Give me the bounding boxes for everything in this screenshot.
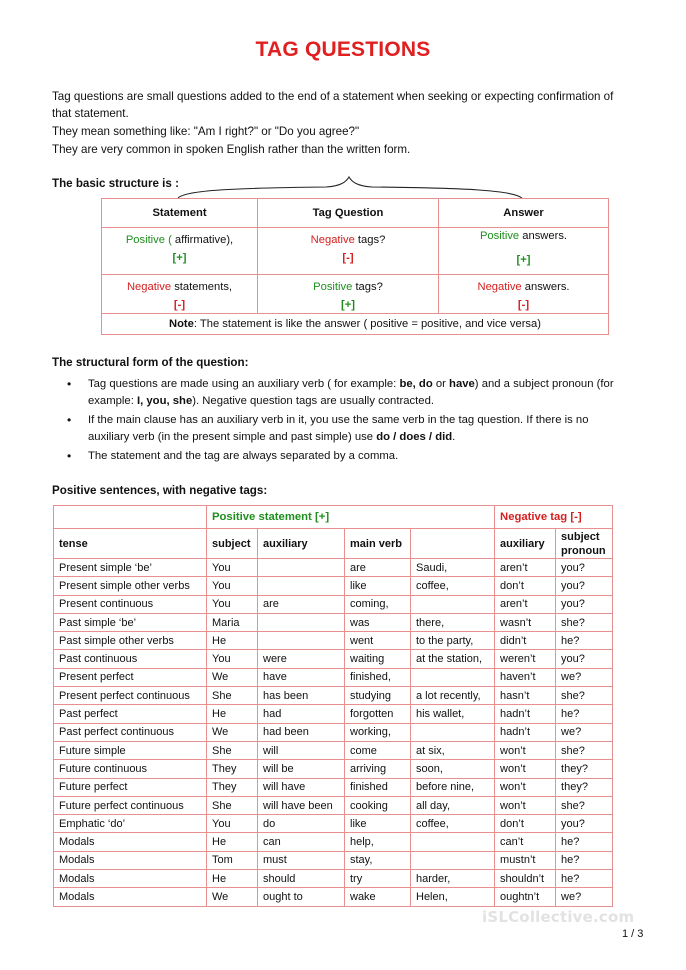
positive-word: Positive bbox=[479, 230, 520, 242]
auxiliary-cell: are bbox=[258, 595, 345, 613]
table-row bbox=[102, 275, 609, 314]
tag-pronoun-cell: she? bbox=[556, 741, 613, 759]
complement-cell: before nine, bbox=[411, 778, 495, 796]
subject-cell: He bbox=[207, 833, 258, 851]
sign-label: [+] bbox=[516, 254, 531, 266]
bold-text: be, do bbox=[399, 378, 433, 390]
tag-auxiliary-cell: won’t bbox=[495, 778, 556, 796]
complement-cell: harder, bbox=[411, 870, 495, 888]
intro-line: They are very common in spoken English rather than the written form. bbox=[52, 143, 411, 156]
tag-auxiliary-cell: aren’t bbox=[495, 559, 556, 577]
table-row bbox=[54, 741, 613, 759]
bullet-text: or bbox=[432, 378, 450, 390]
main-verb-cell: was bbox=[345, 613, 411, 631]
table-row bbox=[54, 559, 613, 577]
statement-text: statements, bbox=[171, 281, 233, 293]
table-row bbox=[102, 228, 609, 275]
tag-pronoun-cell: he? bbox=[556, 632, 613, 650]
tense-cell: Emphatic ‘do’ bbox=[54, 815, 207, 833]
positive-word: Positive bbox=[313, 281, 353, 293]
bold-text: do / does / did bbox=[376, 430, 453, 443]
auxiliary-cell: can bbox=[258, 833, 345, 851]
auxiliary-cell: will bbox=[258, 741, 345, 759]
subject-cell: She bbox=[207, 687, 258, 705]
complement-cell: at the station, bbox=[411, 650, 495, 668]
complement-cell: Helen, bbox=[411, 888, 495, 906]
tense-cell: Present continuous bbox=[54, 595, 207, 613]
subject-cell: They bbox=[207, 778, 258, 796]
tag-auxiliary-cell: didn’t bbox=[495, 632, 556, 650]
table-row bbox=[54, 613, 613, 631]
tag-pronoun-cell: they? bbox=[556, 778, 613, 796]
main-verb-cell: like bbox=[345, 815, 411, 833]
table-row bbox=[54, 723, 613, 741]
tag-auxiliary-cell: hadn’t bbox=[495, 705, 556, 723]
complement-cell bbox=[411, 668, 495, 686]
main-verb-cell: like bbox=[345, 577, 411, 595]
list-item bbox=[52, 412, 632, 445]
header-tag-question: Tag Question bbox=[258, 199, 439, 228]
answer-cell bbox=[439, 228, 609, 275]
tag-auxiliary-cell: oughtn’t bbox=[495, 888, 556, 906]
table-row bbox=[54, 778, 613, 796]
statement-cell bbox=[102, 228, 258, 275]
tag-auxiliary-cell: hadn’t bbox=[495, 723, 556, 741]
auxiliary-cell: will have been bbox=[258, 796, 345, 814]
tag-pronoun-cell: he? bbox=[556, 705, 613, 723]
tag-auxiliary-cell: won’t bbox=[495, 760, 556, 778]
tag-text: tags? bbox=[352, 281, 383, 293]
main-verb-cell: finished bbox=[345, 778, 411, 796]
tag-pronoun-cell: we? bbox=[556, 723, 613, 741]
subject-cell: She bbox=[207, 741, 258, 759]
complement-cell: there, bbox=[411, 613, 495, 631]
negative-word: Negative bbox=[126, 281, 172, 293]
list-item bbox=[52, 448, 632, 465]
answer-text: answers. bbox=[519, 230, 568, 242]
tag-pronoun-cell: you? bbox=[556, 650, 613, 668]
statement-text: affirmative), bbox=[171, 234, 234, 246]
statement-cell bbox=[102, 275, 258, 314]
subject-cell: We bbox=[207, 888, 258, 906]
auxiliary-cell: will be bbox=[258, 760, 345, 778]
subject-cell: Tom bbox=[207, 851, 258, 869]
tag-pronoun-cell: he? bbox=[556, 833, 613, 851]
tense-cell: Modals bbox=[54, 888, 207, 906]
column-header-row bbox=[54, 529, 613, 559]
col-tense: tense bbox=[54, 529, 207, 559]
answer-cell bbox=[439, 275, 609, 314]
bullet-text: ) and a subject pronoun (for example: bbox=[88, 378, 614, 407]
negative-word: Negative bbox=[477, 281, 522, 293]
tag-pronoun-cell: we? bbox=[556, 668, 613, 686]
complement-cell bbox=[411, 851, 495, 869]
sign-label: [-] bbox=[517, 299, 530, 311]
negative-word: Negative bbox=[310, 234, 355, 246]
tag-auxiliary-cell: shouldn’t bbox=[495, 870, 556, 888]
table-row bbox=[54, 851, 613, 869]
col-auxiliary: auxiliary bbox=[258, 529, 345, 559]
curly-brace-icon bbox=[176, 176, 524, 200]
complement-cell: coffee, bbox=[411, 815, 495, 833]
bullet-text: . bbox=[452, 430, 456, 443]
auxiliary-cell: have bbox=[258, 668, 345, 686]
main-verb-cell: arriving bbox=[345, 760, 411, 778]
empty-cell bbox=[54, 506, 207, 529]
subject-cell: Maria bbox=[207, 613, 258, 631]
auxiliary-cell: do bbox=[258, 815, 345, 833]
note-label: Note bbox=[169, 318, 194, 330]
tense-cell: Future perfect continuous bbox=[54, 796, 207, 814]
tag-pronoun-cell: you? bbox=[556, 559, 613, 577]
bullet-text: Tag questions are made using an auxiliary verb ( for example: bbox=[88, 378, 400, 390]
tag-auxiliary-cell: can’t bbox=[495, 833, 556, 851]
tag-text: tags? bbox=[354, 234, 386, 246]
main-verb-cell: studying bbox=[345, 687, 411, 705]
table-row bbox=[54, 705, 613, 723]
table-row bbox=[54, 796, 613, 814]
complement-cell: coffee, bbox=[411, 577, 495, 595]
tense-cell: Modals bbox=[54, 870, 207, 888]
table-row bbox=[54, 833, 613, 851]
col-complement bbox=[411, 529, 495, 559]
tag-pronoun-cell: they? bbox=[556, 760, 613, 778]
complement-cell: to the party, bbox=[411, 632, 495, 650]
auxiliary-cell bbox=[258, 559, 345, 577]
auxiliary-cell: had been bbox=[258, 723, 345, 741]
group-header-row bbox=[54, 506, 613, 529]
tag-pronoun-cell: you? bbox=[556, 815, 613, 833]
tag-pronoun-cell: he? bbox=[556, 870, 613, 888]
main-verb-cell: working, bbox=[345, 723, 411, 741]
sign-label: [+] bbox=[172, 252, 187, 264]
tag-cell bbox=[258, 228, 439, 275]
bullet-text: If the main clause has an auxiliary verb in it, you use the same verb in the tag question. If there is no auxiliary verb (in the present simple and past simple) use bbox=[88, 414, 589, 443]
auxiliary-cell: has been bbox=[258, 687, 345, 705]
sign-label: [-] bbox=[342, 252, 354, 264]
tag-cell bbox=[258, 275, 439, 314]
tag-pronoun-cell: you? bbox=[556, 577, 613, 595]
tense-cell: Present simple other verbs bbox=[54, 577, 207, 595]
tag-auxiliary-cell: haven’t bbox=[495, 668, 556, 686]
tense-cell: Present perfect continuous bbox=[54, 687, 207, 705]
subject-cell: We bbox=[207, 668, 258, 686]
tense-cell: Past simple other verbs bbox=[54, 632, 207, 650]
table-row bbox=[54, 577, 613, 595]
tag-pronoun-cell: she? bbox=[556, 613, 613, 631]
auxiliary-cell: were bbox=[258, 650, 345, 668]
tense-cell: Modals bbox=[54, 833, 207, 851]
main-verb-cell: try bbox=[345, 870, 411, 888]
complement-cell: soon, bbox=[411, 760, 495, 778]
table-row bbox=[54, 760, 613, 778]
subject-cell: You bbox=[207, 595, 258, 613]
subject-cell: He bbox=[207, 705, 258, 723]
auxiliary-cell bbox=[258, 632, 345, 650]
tag-pronoun-cell: we? bbox=[556, 888, 613, 906]
structural-form-list bbox=[52, 376, 632, 468]
sign-label: [-] bbox=[173, 299, 186, 311]
tag-pronoun-cell: you? bbox=[556, 595, 613, 613]
basic-structure-table bbox=[101, 198, 609, 335]
main-verb-cell: come bbox=[345, 741, 411, 759]
positive-sentences-table bbox=[53, 505, 613, 907]
col-tag-auxiliary: auxiliary bbox=[495, 529, 556, 559]
answer-text: answers. bbox=[521, 281, 570, 293]
tense-cell: Past continuous bbox=[54, 650, 207, 668]
intro-text bbox=[52, 88, 632, 158]
complement-cell: his wallet, bbox=[411, 705, 495, 723]
note-cell bbox=[102, 314, 609, 335]
main-verb-cell: waiting bbox=[345, 650, 411, 668]
table-row bbox=[54, 888, 613, 906]
negative-tag-header: Negative tag [-] bbox=[495, 506, 613, 529]
complement-cell: a lot recently, bbox=[411, 687, 495, 705]
intro-line: Tag questions are small questions added to the end of a statement when seeking or expecting confirmation of that statement. bbox=[52, 90, 614, 120]
tense-cell: Past simple ‘be’ bbox=[54, 613, 207, 631]
complement-cell bbox=[411, 595, 495, 613]
auxiliary-cell: should bbox=[258, 870, 345, 888]
subject-cell: You bbox=[207, 650, 258, 668]
auxiliary-cell bbox=[258, 613, 345, 631]
subject-cell: He bbox=[207, 632, 258, 650]
page-title: TAG QUESTIONS bbox=[255, 38, 431, 61]
main-verb-cell: went bbox=[345, 632, 411, 650]
table-row bbox=[54, 595, 613, 613]
auxiliary-cell: must bbox=[258, 851, 345, 869]
note-row bbox=[102, 314, 609, 335]
complement-cell: all day, bbox=[411, 796, 495, 814]
main-verb-cell: cooking bbox=[345, 796, 411, 814]
complement-cell bbox=[411, 723, 495, 741]
main-verb-cell: finished, bbox=[345, 668, 411, 686]
tense-cell: Future perfect bbox=[54, 778, 207, 796]
subject-cell: She bbox=[207, 796, 258, 814]
tag-auxiliary-cell: hasn’t bbox=[495, 687, 556, 705]
col-main-verb: main verb bbox=[345, 529, 411, 559]
tense-cell: Modals bbox=[54, 851, 207, 869]
subject-cell: You bbox=[207, 559, 258, 577]
tense-cell: Future continuous bbox=[54, 760, 207, 778]
bullet-text: The statement and the tag are always separated by a comma. bbox=[88, 450, 399, 462]
structural-form-heading: The structural form of the question: bbox=[52, 356, 249, 369]
table-row bbox=[54, 870, 613, 888]
tense-cell: Present simple ‘be’ bbox=[54, 559, 207, 577]
tag-pronoun-cell: he? bbox=[556, 851, 613, 869]
watermark: iSLCollective.com bbox=[482, 908, 635, 926]
subject-cell: You bbox=[207, 577, 258, 595]
tense-cell: Past perfect continuous bbox=[54, 723, 207, 741]
auxiliary-cell bbox=[258, 577, 345, 595]
subject-cell: He bbox=[207, 870, 258, 888]
bold-text: have bbox=[449, 378, 475, 390]
positive-word: Positive ( bbox=[125, 234, 172, 246]
tag-auxiliary-cell: don’t bbox=[495, 815, 556, 833]
header-answer: Answer bbox=[439, 199, 609, 228]
tag-pronoun-cell: she? bbox=[556, 687, 613, 705]
complement-cell bbox=[411, 833, 495, 851]
tag-pronoun-cell: she? bbox=[556, 796, 613, 814]
table-row bbox=[54, 815, 613, 833]
col-subject-pronoun: subject pronoun bbox=[556, 529, 613, 559]
tag-auxiliary-cell: won’t bbox=[495, 796, 556, 814]
complement-cell: Saudi, bbox=[411, 559, 495, 577]
tag-auxiliary-cell: wasn’t bbox=[495, 613, 556, 631]
table-row bbox=[54, 668, 613, 686]
subject-cell: They bbox=[207, 760, 258, 778]
tag-auxiliary-cell: won’t bbox=[495, 741, 556, 759]
tag-auxiliary-cell: don’t bbox=[495, 577, 556, 595]
auxiliary-cell: ought to bbox=[258, 888, 345, 906]
table-row bbox=[54, 650, 613, 668]
bullet-text: ). Negative question tags are usually contracted. bbox=[192, 394, 434, 407]
complement-cell: at six, bbox=[411, 741, 495, 759]
main-verb-cell: forgotten bbox=[345, 705, 411, 723]
main-verb-cell: coming, bbox=[345, 595, 411, 613]
col-subject: subject bbox=[207, 529, 258, 559]
basic-structure-heading: The basic structure is : bbox=[52, 177, 179, 190]
auxiliary-cell: had bbox=[258, 705, 345, 723]
positive-sentences-heading: Positive sentences, with negative tags: bbox=[52, 484, 268, 497]
subject-cell: You bbox=[207, 815, 258, 833]
tag-auxiliary-cell: weren’t bbox=[495, 650, 556, 668]
main-verb-cell: stay, bbox=[345, 851, 411, 869]
intro-line: They mean something like: "Am I right?" or "Do you agree?" bbox=[52, 125, 360, 138]
tag-auxiliary-cell: mustn’t bbox=[495, 851, 556, 869]
main-verb-cell: are bbox=[345, 559, 411, 577]
table-row bbox=[54, 687, 613, 705]
bold-text: I, you, she bbox=[136, 394, 193, 407]
list-item bbox=[52, 376, 632, 409]
tense-cell: Present perfect bbox=[54, 668, 207, 686]
table-row bbox=[54, 632, 613, 650]
sign-label: [+] bbox=[341, 299, 355, 311]
tense-cell: Future simple bbox=[54, 741, 207, 759]
subject-cell: We bbox=[207, 723, 258, 741]
table-header-row bbox=[102, 199, 609, 228]
note-text: : The statement is like the answer ( positive = positive, and vice versa) bbox=[193, 318, 541, 330]
header-statement: Statement bbox=[102, 199, 258, 228]
positive-statement-header: Positive statement [+] bbox=[207, 506, 495, 529]
main-verb-cell: help, bbox=[345, 833, 411, 851]
main-verb-cell: wake bbox=[345, 888, 411, 906]
page-number: 1 / 3 bbox=[622, 928, 644, 940]
tag-auxiliary-cell: aren’t bbox=[495, 595, 556, 613]
tense-cell: Past perfect bbox=[54, 705, 207, 723]
auxiliary-cell: will have bbox=[258, 778, 345, 796]
